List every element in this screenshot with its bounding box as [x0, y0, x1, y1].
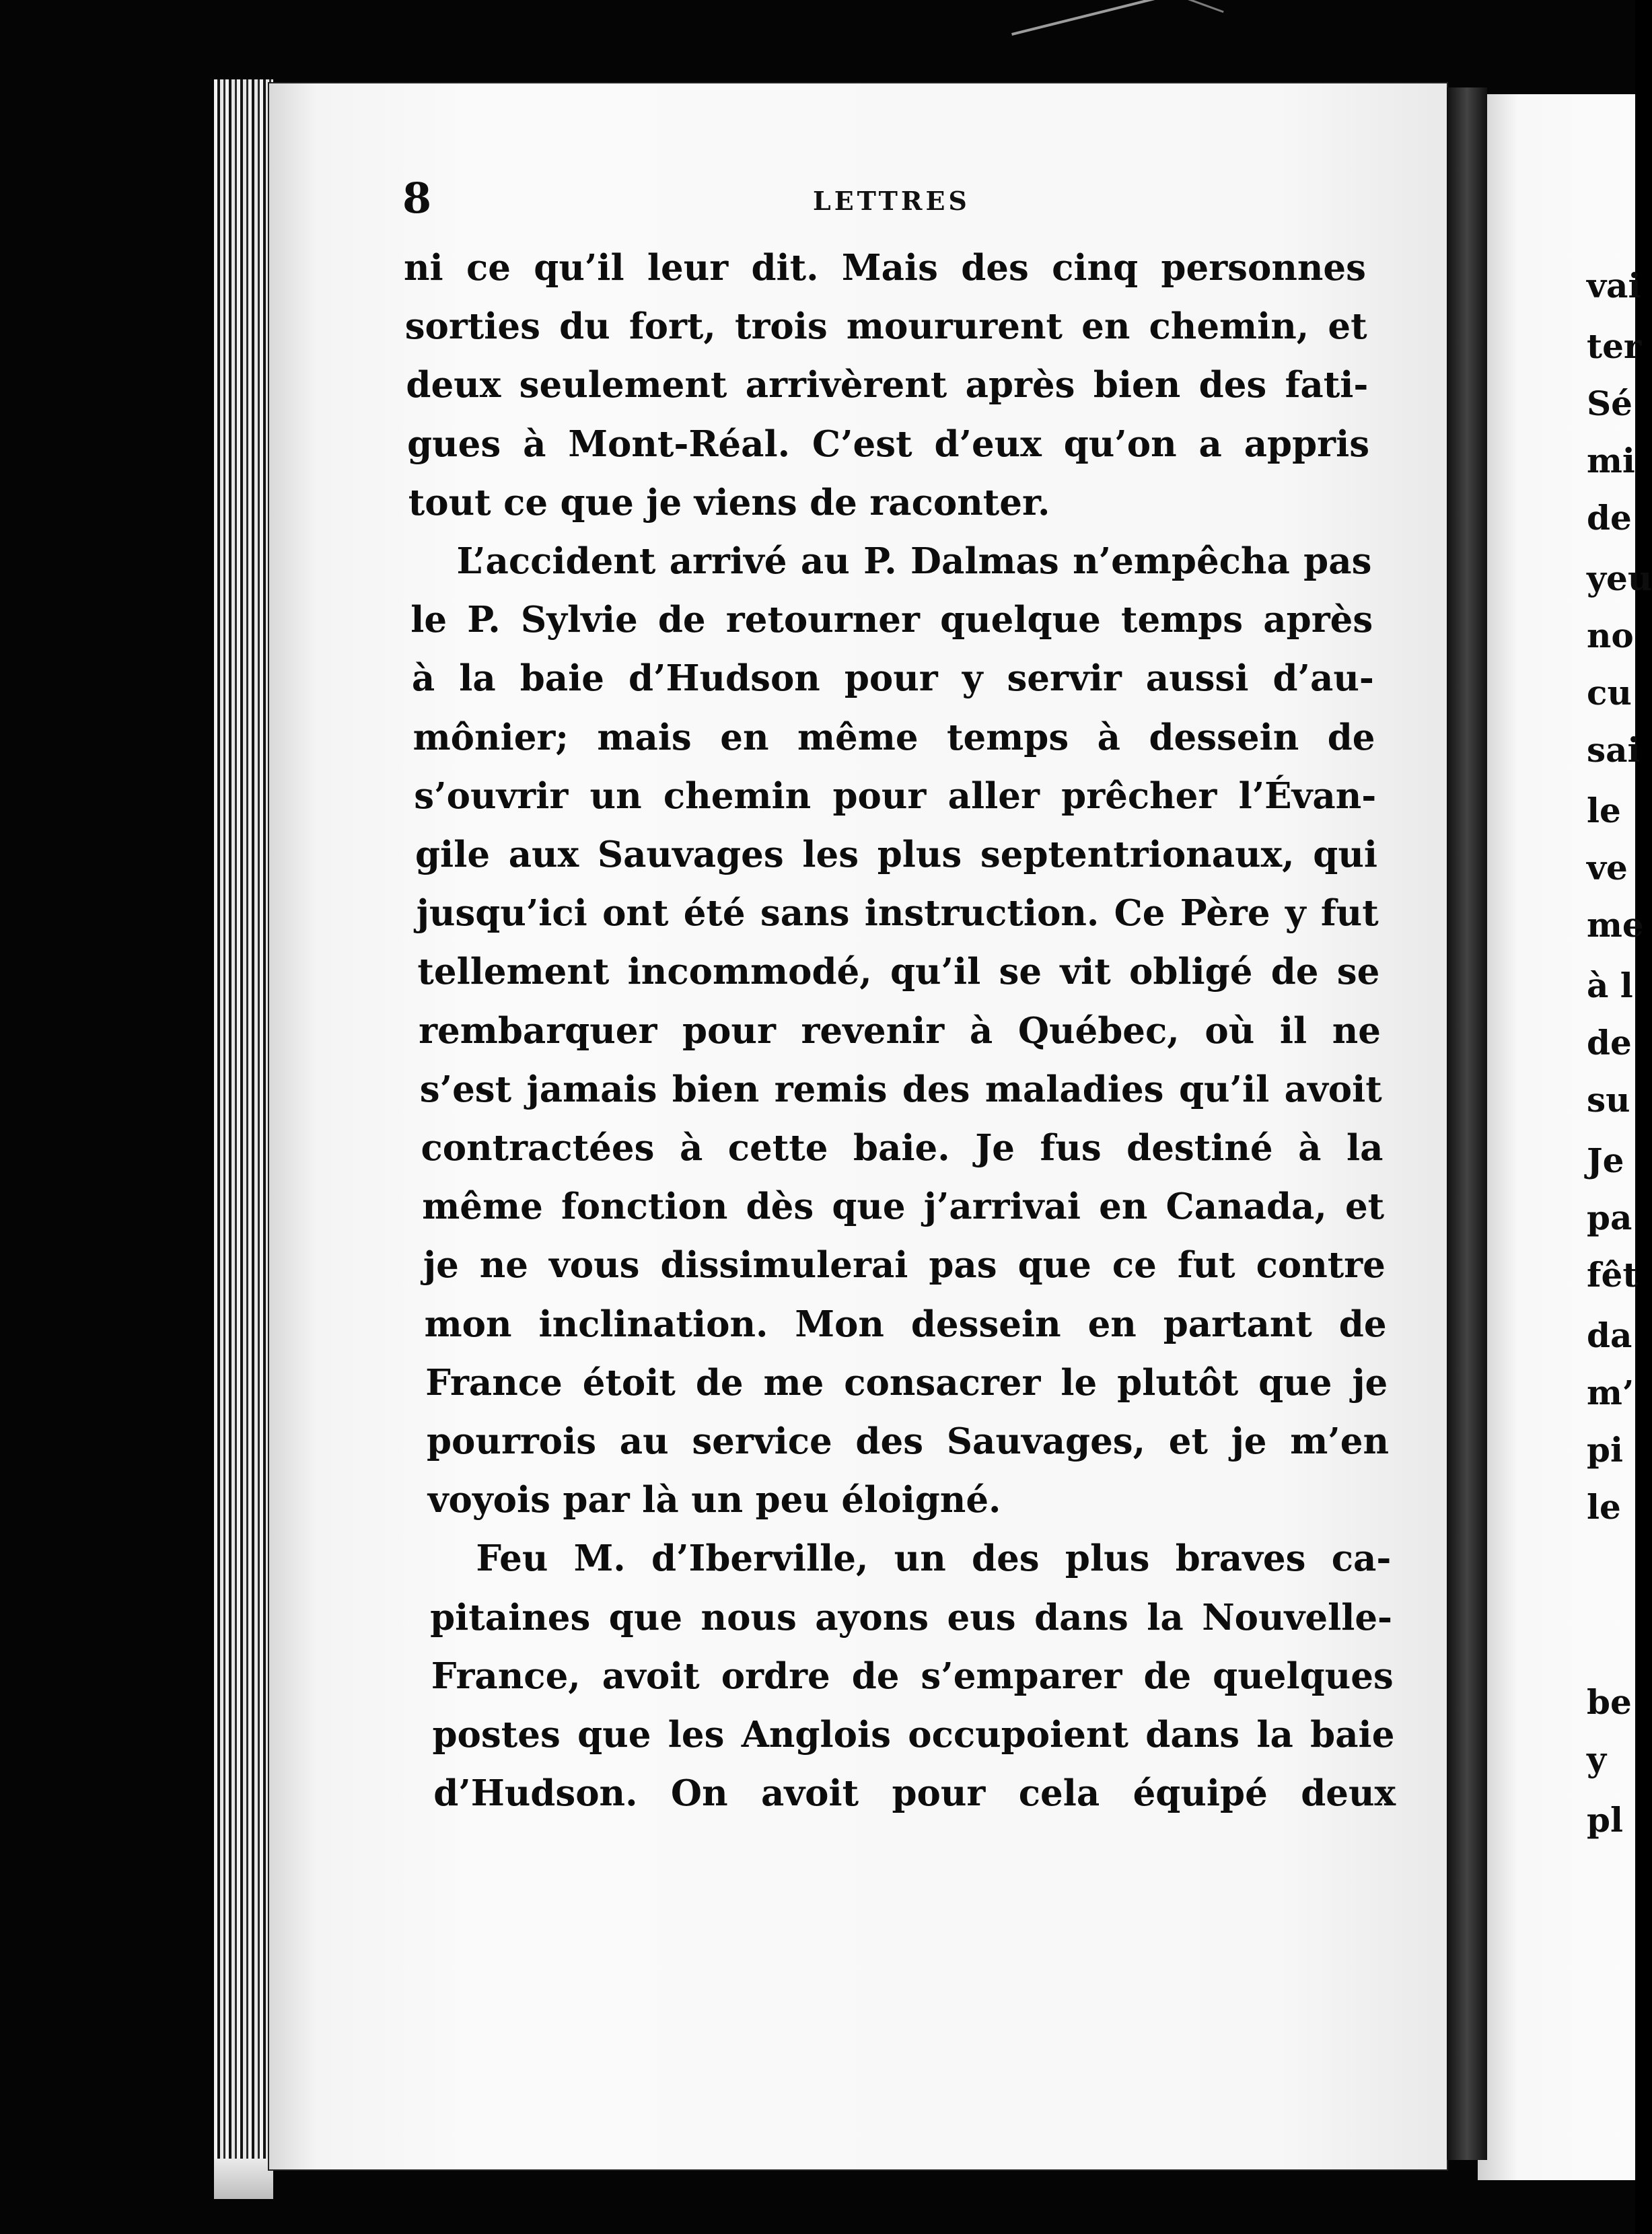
text-line: France étoit de me consacrer le plutôt que je	[425, 1361, 1388, 1404]
facing-page-fragment: cu	[1587, 673, 1632, 713]
facing-page-fragment: ve	[1587, 848, 1628, 888]
text-line: s’est jamais bien remis des maladies qu’il avoit	[419, 1068, 1382, 1110]
text-line: sorties du fort, trois moururent en chemin, et	[404, 305, 1367, 348]
text-line: gile aux Sauvages les plus septentrionaux, qui	[415, 834, 1377, 875]
text-line: même fonction dès que j’arrivai en Canada, et	[422, 1186, 1385, 1228]
facing-page-fragment: pl	[1587, 1800, 1623, 1840]
scan-scratch	[1011, 0, 1169, 36]
text-line: tellement incommodé, qu’il se vit obligé de se	[417, 951, 1380, 993]
facing-page-fragment: fêt	[1587, 1255, 1639, 1295]
text-line: mônier; mais en même temps à dessein de	[412, 716, 1375, 758]
facing-page-fragment: de	[1587, 498, 1632, 538]
text-line: rembarquer pour revenir à Québec, où il ne	[419, 1009, 1381, 1052]
facing-page-fragment: su	[1587, 1080, 1630, 1120]
facing-page-fragment: le	[1587, 1487, 1621, 1527]
text-line: pourrois au service des Sauvages, et je m’en	[427, 1420, 1389, 1462]
text-line: contractées à cette baie. Je fus destiné à la	[421, 1127, 1384, 1169]
text-line: Feu M. d’Iberville, un des plus braves ca-	[476, 1538, 1392, 1580]
text-line: L’accident arrivé au P. Dalmas n’empêcha pas	[456, 540, 1372, 582]
text-line: deux seulement arrivèrent après bien des fati-	[406, 364, 1369, 406]
text-line: tout ce que je viens de raconter.	[408, 481, 1050, 524]
text-line: le P. Sylvie de retourner quelque temps après	[410, 599, 1373, 641]
text-line: jusqu’ici ont été sans instruction. Ce Père y fut	[416, 892, 1379, 935]
facing-page-fragment: vai	[1587, 266, 1641, 305]
page-edges	[214, 79, 273, 2179]
facing-page-fragment: pa	[1587, 1198, 1632, 1237]
text-line: pitaines que nous ayons eus dans la Nouvelle-	[430, 1596, 1393, 1638]
text-line: d’Hudson. On avoit pour cela équipé deux	[433, 1772, 1396, 1815]
facing-page-fragment: me	[1587, 905, 1644, 945]
text-line: mon inclination. Mon dessein en partant de	[424, 1303, 1387, 1345]
facing-page-fragment: Sé	[1587, 384, 1632, 423]
text-line: postes que les Anglois occupoient dans la baie	[432, 1714, 1395, 1756]
facing-page-fragment: à l	[1587, 966, 1633, 1005]
facing-page-fragment: be	[1587, 1682, 1632, 1722]
facing-page-fragment: y	[1587, 1739, 1607, 1779]
gutter-shadow	[1447, 87, 1487, 2160]
facing-page-fragment: m’	[1587, 1373, 1635, 1412]
text-line: France, avoit ordre de s’emparer de quelques	[431, 1655, 1394, 1697]
text-line: gues à Mont-Réal. C’est d’eux qu’on a appris	[407, 423, 1370, 465]
facing-page-fragment: mi	[1587, 441, 1635, 480]
facing-page-fragment: sai	[1587, 730, 1641, 770]
text-line: s’ouvrir un chemin pour aller prêcher l’Évan-	[414, 774, 1377, 817]
text-line: ni ce qu’il leur dit. Mais des cinq personnes	[404, 247, 1366, 289]
facing-page-fragment: Je	[1587, 1141, 1624, 1180]
facing-page-fragment: da	[1587, 1316, 1632, 1355]
text-line: je ne vous dissimulerai pas que ce fut contre	[423, 1244, 1386, 1287]
page-header	[402, 174, 1398, 227]
facing-page-fragment: yeu	[1587, 558, 1652, 598]
text-line: à la baie d’Hudson pour y servir aussi d’au-	[411, 657, 1374, 700]
facing-page-fragment: no	[1587, 616, 1634, 655]
scan-scratch	[1185, 0, 1223, 13]
text-line: voyois par là un peu éloigné.	[427, 1479, 1001, 1521]
facing-page-fragment: le	[1587, 791, 1621, 830]
page-number: 8	[402, 174, 432, 223]
facing-page-fragment: pi	[1587, 1430, 1623, 1470]
facing-page-fragment: de	[1587, 1023, 1632, 1062]
facing-page-fragment: ter	[1587, 326, 1642, 366]
running-head: LETTRES	[813, 186, 970, 216]
